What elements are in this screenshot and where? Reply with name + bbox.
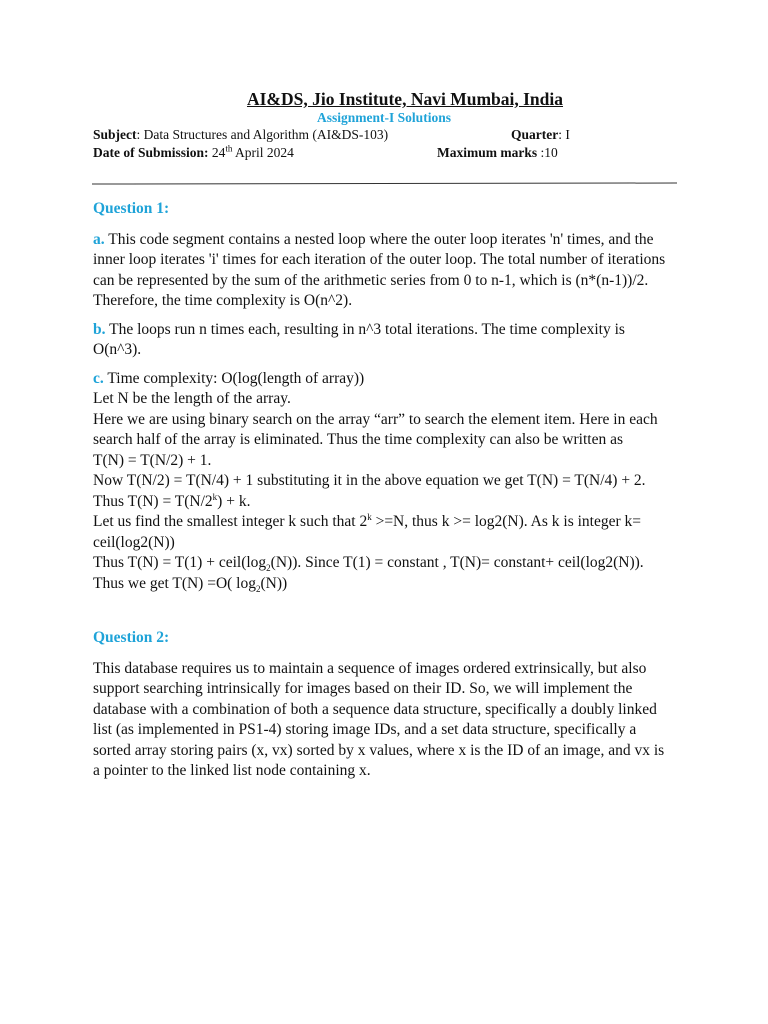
subject-line [93,127,388,143]
question-2-heading: Question 2: [93,629,170,646]
answer-c-line-7: Let us find the smallest integer k such that $2^k >=N$, thus k >= log2(N). As k is integer k= ceil(log2(N)) [93,511,642,551]
quarter-value: : I [558,127,570,142]
answer-c-line-1: c. Time complexity: O(log(length of array)) [93,369,365,387]
answer-q2: This database requires us to maintain a sequence of images ordered extrinsically, but also support searching intrinsically for images based on their ID. So, we will implement the database with a combination of both a sequence data structure, specifically a doubly linked list (as implemented in PS1-4) storing image IDs, and a set data structure, specifically a sorted array storing pairs (x, vx) sorted by x values, where x is the ID of an image, and vx is a pointer to the linked list node containing x. [93,659,665,779]
subject-label: Subject [93,127,137,142]
header-divider [92,182,677,184]
answer-a [93,230,673,312]
quarter-label: Quarter [511,127,559,142]
marks-value: :10 [537,145,558,160]
date-rest: April 2024 [232,145,294,160]
marks-label: Maximum marks [437,145,538,160]
submission-date-line [93,145,294,161]
answer-a-text: This code segment contains a nested loop where the outer loop iterates 'n' times, and the inner loop iterates 'i' times for each iteration of the outer loop. The total number of iterations can be represented by the sum of the arithmetic series from 0 to n-1, which is (n*(n-1))/2. Therefore, the time complexity is O(n^2). [93,230,666,309]
subject-value: : Data Structures and Algorithm (AI&DS-103) [136,127,389,142]
date-day: 24 [208,145,226,160]
answer-c-line-2: Let N be the length of the array. [93,390,291,407]
max-marks-line [437,145,558,161]
answer-c [93,369,673,595]
answer-c-line-5: Now T(N/2) = T(N/4) + 1 substituting it in the above equation we get T(N) = T(N/4) + 2. [93,472,646,489]
institute-title: AI&DS, Jio Institute, Navi Mumbai, India [246,89,564,109]
answer-c-line-3: Here we are using binary search on the array “arr” to search the element item. Here in each search half of the array is eliminated. Thus the time complexity can also be written as [93,410,658,448]
date-label: Date of Submission: [93,145,209,160]
answer-c-line-9: Thus we get T(N) =O( $\log_2(N)$) [93,574,288,594]
answer-b-text: The loops run n times each, resulting in n^3 total iterations. The time complexity is O(n^3). [93,320,625,358]
answer-a-label: a. [93,230,105,248]
quarter-line [511,127,570,143]
answer-b-label: b. [93,320,106,338]
question-1-heading: Question 1: [93,200,170,217]
date-ordinal: th [225,143,233,154]
answer-c-line-8: Thus $T(N) = T(1) + ceil(\log_2(N))$. Since T(1) = constant , T(N)= constant+ ceil(log2(N)). [93,554,644,574]
answer-c-label: c. [93,369,104,387]
document-subtitle: Assignment-I Solutions [317,110,451,125]
main-content [93,199,673,790]
answer-c-line-4: T(N) = T(N/2) + 1. [93,451,212,469]
answer-b [93,320,673,361]
answer-c-line-6: Thus $T(N) = T(N/2^k) + k$. [93,491,251,510]
